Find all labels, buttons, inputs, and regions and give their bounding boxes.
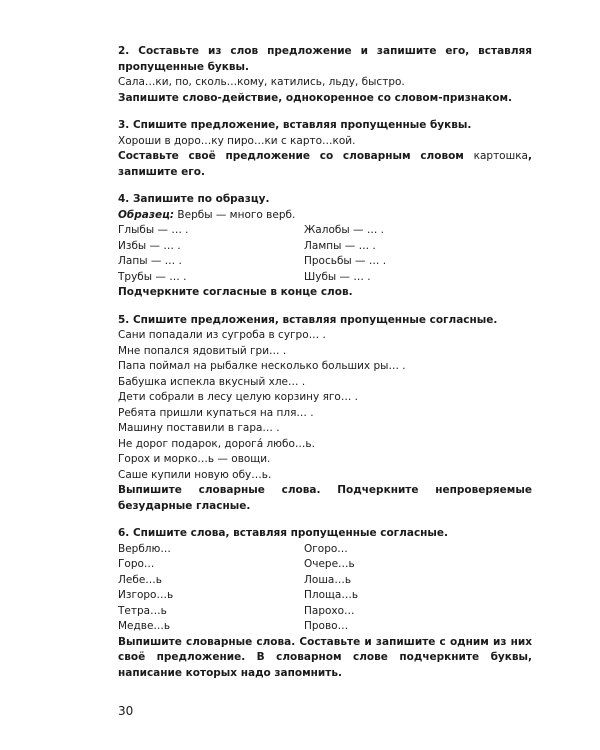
exercise-4-task: Подчеркните согласные в конце слов. (118, 286, 353, 298)
exercise-2-words: Сала…ки, по, сколь…кому, катились, льду, быстро. (118, 76, 405, 88)
exercise-5-sentence: Дети собрали в лесу целую корзину яго… . (118, 391, 359, 403)
exercise-6-row: Верблю… Огоро… (118, 542, 348, 555)
exercise-5-sentence: Папа поймал на рыбалке несколько больших ры… . (118, 360, 406, 372)
exercise-5-title: 5. Спишите предложения, вставляя пропущенные согласные. (118, 313, 498, 326)
exercise-6-row: Горо… Очере…ь (118, 558, 355, 570)
exercise-5-sentence: Саше купили новую обу…ь. (118, 468, 272, 481)
exercise-6-row: Лебе…ь Лоша…ь (118, 573, 352, 586)
exercise-3-task (118, 149, 532, 180)
exercise-3-sentence: Хороши в доро…ку пиро…ки с карто…кой. (118, 134, 356, 147)
page-number: 30 (118, 704, 134, 718)
exercise-5-sentence: Ребята пришли купаться на пля… . (118, 406, 314, 419)
exercise-5 (118, 313, 532, 515)
exercise-4 (118, 192, 532, 301)
exercise-3-title: 3. Спишите предложение, вставляя пропущенные буквы. (118, 119, 472, 131)
exercise-4-row: Глыбы — … . Жалобы — … . (118, 224, 384, 236)
exercise-2-task: Запишите слово-действие, однокоренное со словом-признаком. (118, 91, 513, 104)
exercise-6-title: 6. Спишите слова, вставляя пропущенные согласные. (118, 527, 449, 539)
exercise-5-sentence: Горох и морко…ь — овощи. (118, 453, 271, 465)
exercise-6-row: Тетра…ь Парохо… (118, 604, 355, 617)
sample-text: Вербы — много верб. (174, 208, 296, 221)
exercise-3-task-word: картошка (473, 150, 528, 162)
exercise-4-title: 4. Запишите по образцу. (118, 193, 270, 205)
exercise-2-title: 2. Составьте из слов предложение и запишите его, вставляя пропущенные буквы. (118, 45, 532, 73)
exercise-3-task-after: , запишите его. (118, 150, 532, 178)
exercise-2 (118, 44, 532, 106)
exercise-4-row: Лапы — … . Просьбы — … . (118, 255, 387, 267)
exercise-5-sentence: Мне попался ядовитый гри… . (118, 344, 287, 357)
exercise-6-row: Медве…ь Прово… (118, 620, 349, 632)
exercise-3-task-before: Составьте своё предложение со словарным словом (118, 150, 474, 162)
exercise-4-row: Трубы — … . Шубы — … . (118, 270, 371, 283)
exercise-5-task: Выпишите словарные слова. Подчеркните непроверяемые безударные гласные. (118, 484, 532, 512)
exercise-5-sentence: Не дорог подарок, дорогá любо…ь. (118, 437, 315, 450)
exercise-5-sentence: Машину поставили в гара… . (118, 422, 280, 434)
exercise-6 (118, 526, 532, 681)
exercise-6-task: Выпишите словарные слова. Составьте и запишите с одним из них своё предложение. В словарном слове подчеркните буквы, написание которых надо запомнить. (118, 635, 532, 679)
exercise-5-sentence: Сани попадали из сугроба в сугро… . (118, 329, 326, 341)
exercise-4-sample (118, 208, 532, 224)
workbook-page (118, 44, 532, 681)
exercise-4-row: Избы — … . Лампы — … . (118, 239, 376, 252)
exercise-5-sentence: Бабушка испекла вкусный хле… . (118, 375, 306, 388)
sample-label: Образец: (118, 208, 175, 221)
exercise-3 (118, 118, 532, 180)
exercise-6-row: Изгоро…ь Площа…ь (118, 589, 359, 601)
